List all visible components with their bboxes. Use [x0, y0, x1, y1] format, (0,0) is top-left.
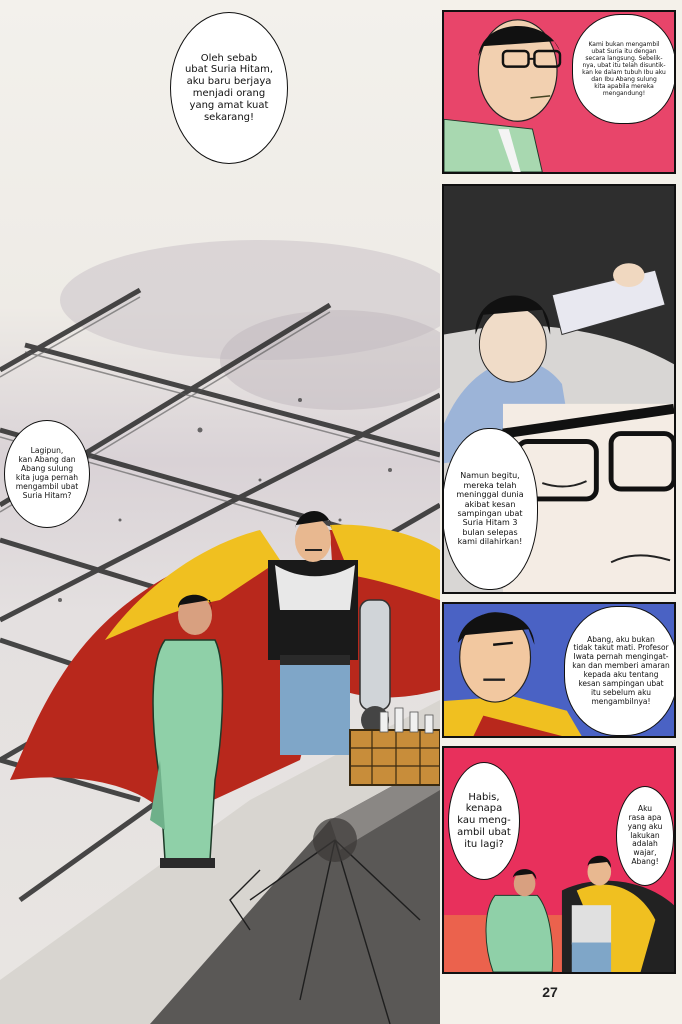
speech-bubble-main-left: Lagipun, kan Abang dan Abang sulung kita juga pernah mengambil ubat Suria Hitam? [4, 420, 90, 528]
panel-1 [442, 10, 676, 174]
panel-4 [442, 746, 676, 974]
speech-bubble-panel-2: Namun begitu, mereka telah meninggal dunia akibat kesan sampingan ubat Suria Hitam 3 bulan selepas kami dilahirkan! [442, 428, 538, 590]
speech-bubble-panel-4-right: Aku rasa apa yang aku lakukan adalah wajar, Abang! [616, 786, 674, 886]
panel-2 [442, 184, 676, 594]
speech-bubble-panel-4-left: Habis, kenapa kau meng- ambil ubat itu lagi? [448, 762, 520, 880]
speech-bubble-panel-1: Kami bukan mengambil ubat Suria itu dengan secara langsung. Sebelik- nya, ubat itu telah disuntik- kan ke dalam tubuh Ibu aku dan Ibu Abang sulung kita apabila mereka mengandung! [572, 14, 676, 124]
panel-3 [442, 602, 676, 738]
speech-bubble-main-top: Oleh sebab ubat Suria Hitam, aku baru berjaya menjadi orang yang amat kuat sekarang! [170, 12, 288, 164]
page-number: 27 [542, 984, 558, 1000]
speech-bubble-panel-3: Abang, aku bukan tidak takut mati. Profesor Iwata pernah mengingat- kan dan memberi amaran kepada aku tentang kesan sampingan ubat itu sebelum aku mengambilnya! [564, 606, 676, 736]
